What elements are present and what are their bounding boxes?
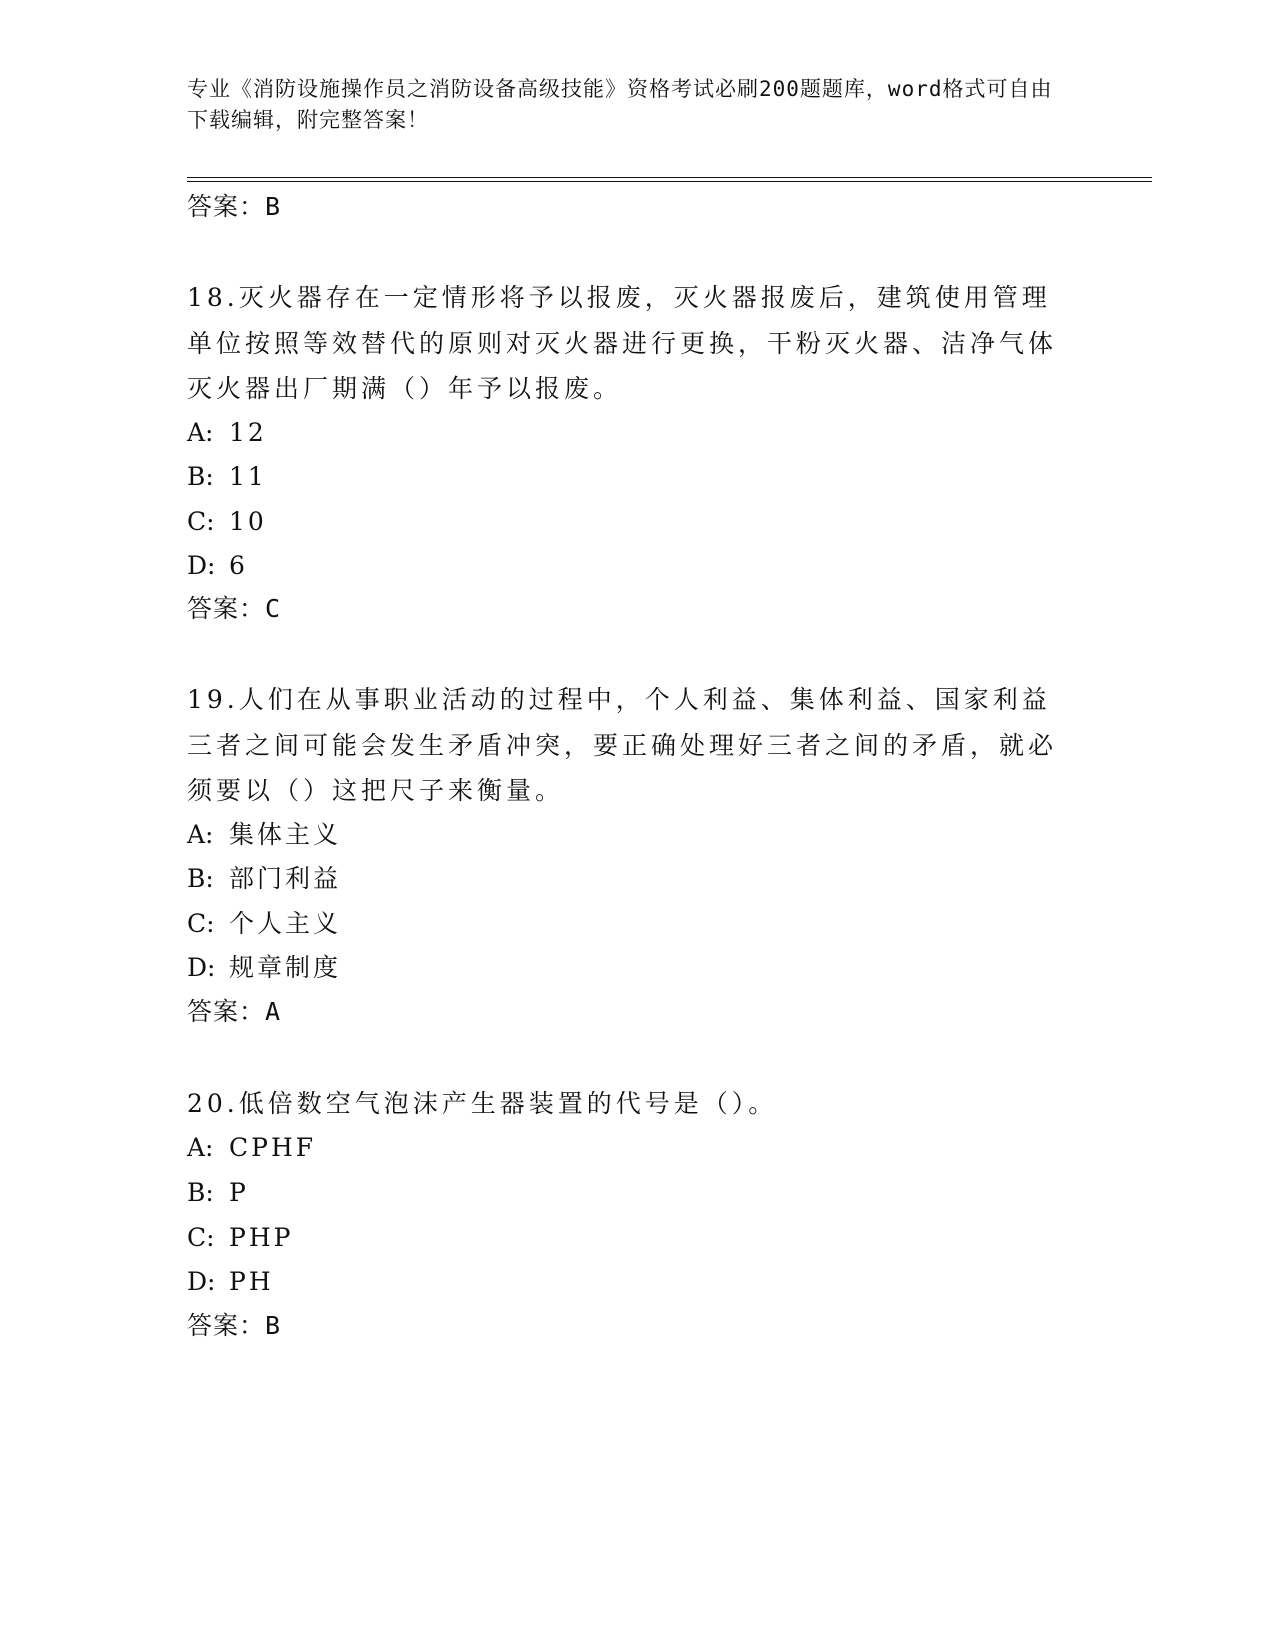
option-letter: D: <box>187 551 216 580</box>
option-text: 集体主义 <box>229 820 342 849</box>
option-text: P <box>229 1178 249 1207</box>
option-text: 10 <box>229 507 267 536</box>
option-letter: B: <box>187 1178 214 1207</box>
option-text: 11 <box>229 462 267 491</box>
option-letter: B: <box>187 864 214 893</box>
option-letter: B: <box>187 462 214 491</box>
option-text: 部门利益 <box>229 864 342 893</box>
option-letter: C: <box>187 909 215 938</box>
header-divider-bottom <box>187 181 1152 182</box>
option-letter: A: <box>187 418 214 447</box>
question-19-answer: 答案：A <box>187 997 282 1026</box>
option-letter: A: <box>187 820 214 849</box>
question-18-option-c <box>187 505 267 539</box>
question-18-stem: 18.灭火器存在一定情形将予以报废，灭火器报废后，建筑使用管理单位按照等效替代的原则对灭火器进行更换，干粉灭火器、洁净气体灭火器出厂期满（）年予以报废。 <box>187 283 1058 403</box>
answer-line: 答案：B <box>187 192 282 221</box>
question-18-answer: 答案：C <box>187 594 282 623</box>
option-text: 个人主义 <box>229 909 342 938</box>
question-20-option-d <box>187 1265 274 1299</box>
question-18-option-a <box>187 416 267 450</box>
question-20-answer: 答案：B <box>187 1311 282 1340</box>
question-19-option-a <box>187 818 341 852</box>
question-20-option-a <box>187 1131 316 1165</box>
option-text: 6 <box>229 551 248 580</box>
option-text: 规章制度 <box>229 953 342 982</box>
option-letter: C: <box>187 507 215 536</box>
question-18-option-b <box>187 460 267 494</box>
question-20-option-b <box>187 1176 249 1210</box>
question-19-option-b <box>187 862 341 896</box>
option-text: 12 <box>229 418 267 447</box>
option-letter: C: <box>187 1223 215 1252</box>
question-19-option-d <box>187 951 341 985</box>
document-header: 专业《消防设施操作员之消防设备高级技能》资格考试必刷200题题库，word格式可自由下载编辑，附完整答案！ <box>187 77 1053 132</box>
option-text: PH <box>229 1267 274 1296</box>
question-18-option-d <box>187 549 248 583</box>
option-letter: D: <box>187 953 216 982</box>
question-20-option-c <box>187 1221 293 1255</box>
header-divider-top <box>187 177 1152 178</box>
option-text: PHP <box>229 1223 294 1252</box>
question-19-option-c <box>187 907 341 941</box>
option-letter: A: <box>187 1133 214 1162</box>
question-20-stem: 20.低倍数空气泡沫产生器装置的代号是（）。 <box>187 1089 778 1118</box>
question-19-stem: 19.人们在从事职业活动的过程中，个人利益、集体利益、国家利益三者之间可能会发生矛盾冲突，要正确处理好三者之间的矛盾，就必须要以（）这把尺子来衡量。 <box>187 685 1058 805</box>
option-text: CPHF <box>229 1133 317 1162</box>
option-letter: D: <box>187 1267 216 1296</box>
